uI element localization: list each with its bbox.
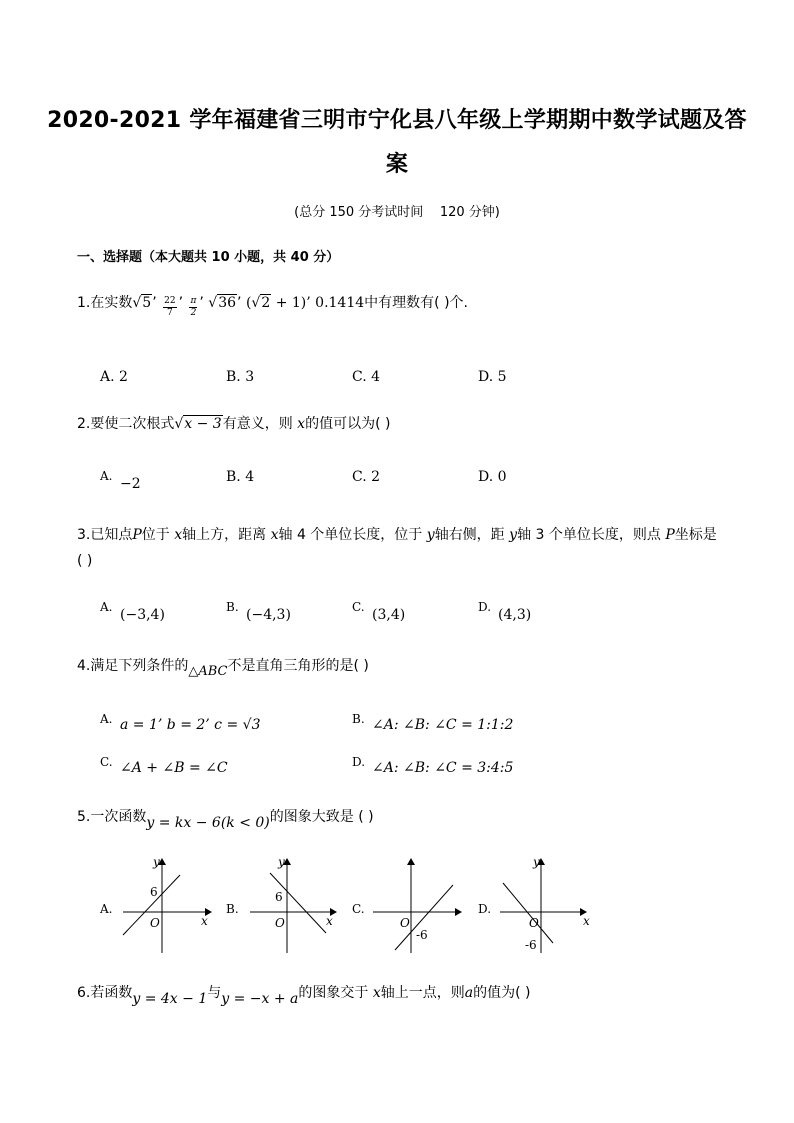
q4-option-d-letter: D.	[352, 755, 366, 769]
q3-text-e: 轴右侧，距	[434, 527, 505, 543]
y-axis-label: y	[153, 855, 160, 869]
q5-graph-a	[115, 855, 215, 955]
q4-option-c-letter: C.	[100, 755, 113, 769]
q4-text-b: 不是直角三角形的是( )	[227, 658, 369, 674]
q6-text-c: 的图象交于	[298, 985, 369, 1001]
q6-text-b: 与	[207, 985, 222, 1001]
q1-sqrt2-plus-1: (√2 + 1)’ 0.1414	[245, 295, 365, 311]
origin-label: O	[529, 916, 539, 930]
q4-text-a: 4.满足下列条件的	[77, 658, 189, 674]
q4-option-a-letter: A.	[100, 712, 113, 726]
q3-text-g: 坐标是	[674, 527, 717, 543]
q6-text-a: 6.若函数	[77, 985, 133, 1001]
intercept-label: -6	[416, 928, 428, 942]
q3-var-p: P	[665, 527, 675, 543]
intercept-label: 6	[150, 885, 158, 899]
origin-label: O	[150, 916, 160, 930]
q1-option-c: C. 4	[352, 369, 381, 385]
q6-var-a: a	[464, 985, 474, 1001]
q1-option-d: D. 5	[478, 369, 507, 385]
q1-sep: ’	[237, 295, 242, 311]
q5-text-a: 5.一次函数	[77, 809, 147, 825]
section-heading: 一、选择题（本大题共 10 小题，共 40 分）	[77, 250, 340, 265]
q5-graph-d	[495, 855, 595, 955]
q1-fraction-pi-2: $\frac{\pi}{2}$	[190, 296, 197, 318]
q3-option-a-letter: A.	[100, 600, 113, 614]
q4-option-a-value: a = 1’ b = 2’ c = √3	[120, 717, 261, 733]
q4-option-b-value: ∠A: ∠B: ∠C = 1:1:2	[372, 717, 514, 733]
q3-option-a-value: (−3,4)	[120, 607, 165, 623]
y-axis-label: y	[278, 855, 285, 869]
q2-option-c: C. 2	[352, 469, 381, 485]
q3-option-d-value: (4,3)	[498, 607, 532, 623]
q1-sep: ’	[199, 295, 204, 311]
page-title-line1: 2020-2021 学年福建省三明市宁化县八年级上学期期中数学试题及答	[47, 108, 747, 133]
q6-text-e: 的值为( )	[473, 985, 531, 1001]
q3-text-d: 轴 4 个单位长度，位于	[278, 527, 423, 543]
page-title-line2: 案	[385, 152, 409, 177]
q5-option-c-letter: C.	[352, 902, 365, 916]
x-axis-label: x	[583, 914, 590, 928]
q1-option-b: B. 3	[226, 369, 255, 385]
q5-option-d-letter: D.	[478, 902, 492, 916]
q3-var-x: x	[270, 527, 279, 543]
q3-option-b-letter: B.	[226, 600, 239, 614]
q6-var-x: x	[372, 985, 381, 1001]
q3-option-c-value: (3,4)	[372, 607, 406, 623]
q5-text-b: 的图象大致是 ( )	[269, 809, 374, 825]
q1-option-a: A. 2	[100, 369, 128, 385]
q1-sep: ’	[152, 295, 157, 311]
question-6-stem	[77, 982, 531, 1007]
q2-option-a-letter: A.	[100, 469, 113, 483]
q1-sep: ’	[178, 295, 184, 311]
q5-function: y = kx − 6(k < 0)	[146, 815, 270, 831]
q2-text-a: 2.要使二次根式	[77, 416, 175, 432]
q5-graph-b	[242, 855, 342, 955]
q5-option-a-letter: A.	[100, 902, 113, 916]
q3-var-y: y	[426, 527, 435, 543]
q3-option-b-value: (−4,3)	[246, 607, 291, 623]
q2-option-a-value: −2	[120, 476, 141, 492]
exam-info-total: (总分 150 分考试时间	[294, 205, 424, 220]
q6-function-2: y = −x + a	[221, 991, 299, 1007]
origin-label: O	[275, 916, 285, 930]
q2-text-c: 的值可以为( )	[305, 416, 391, 432]
q3-answer-paren: ( )	[77, 553, 93, 569]
q4-option-b-letter: B.	[352, 712, 365, 726]
q1-text-a: 1.在实数	[77, 295, 133, 311]
q3-text-a: 3.已知点	[77, 527, 133, 543]
q2-radical: √x − 3	[174, 416, 222, 432]
question-3-stem	[77, 524, 717, 544]
q3-text-f: 轴 3 个单位长度，则点	[517, 527, 661, 543]
q3-text-b: 位于	[141, 527, 170, 543]
q3-var-p: P	[132, 527, 142, 543]
x-axis-label: x	[326, 914, 333, 928]
q1-text-b: 中有理数有( )个.	[364, 295, 468, 311]
q3-var-y: y	[509, 527, 518, 543]
intercept-label: 6	[275, 890, 283, 904]
q6-function-1: y = 4x − 1	[132, 991, 208, 1007]
q3-text-c: 轴上方，距离	[182, 527, 267, 543]
question-4-stem	[77, 655, 369, 679]
q5-graph-c	[368, 855, 468, 955]
q3-option-d-letter: D.	[478, 600, 492, 614]
q1-sqrt5: √5	[132, 295, 152, 311]
q3-var-x: x	[174, 527, 183, 543]
q2-option-b: B. 4	[226, 469, 255, 485]
q3-option-c-letter: C.	[352, 600, 365, 614]
q2-option-d: D. 0	[478, 469, 507, 485]
intercept-label: -6	[525, 938, 537, 952]
q5-option-b-letter: B.	[226, 902, 239, 916]
origin-label: O	[400, 916, 410, 930]
q1-sqrt36: √36	[208, 295, 237, 311]
q4-option-d-value: ∠A: ∠B: ∠C = 3:4:5	[372, 760, 514, 776]
q2-var-x: x	[297, 416, 306, 432]
q4-triangle-abc: △ABC	[188, 664, 228, 679]
question-2-stem	[77, 413, 390, 433]
question-5-stem	[77, 806, 374, 831]
q2-text-b: 有意义，则	[222, 416, 293, 432]
exam-info-time: 120 分钟)	[439, 205, 500, 220]
y-axis-label: y	[533, 855, 540, 869]
q1-fraction-22-7: $\frac{22}{7}$	[164, 296, 176, 318]
q6-text-d: 轴上一点，则	[380, 985, 465, 1001]
x-axis-label: x	[201, 914, 208, 928]
q4-option-c-value: ∠A + ∠B = ∠C	[120, 760, 228, 776]
question-1-stem	[77, 292, 468, 319]
q5-graph-d-line	[503, 883, 553, 943]
exam-info	[0, 201, 794, 220]
